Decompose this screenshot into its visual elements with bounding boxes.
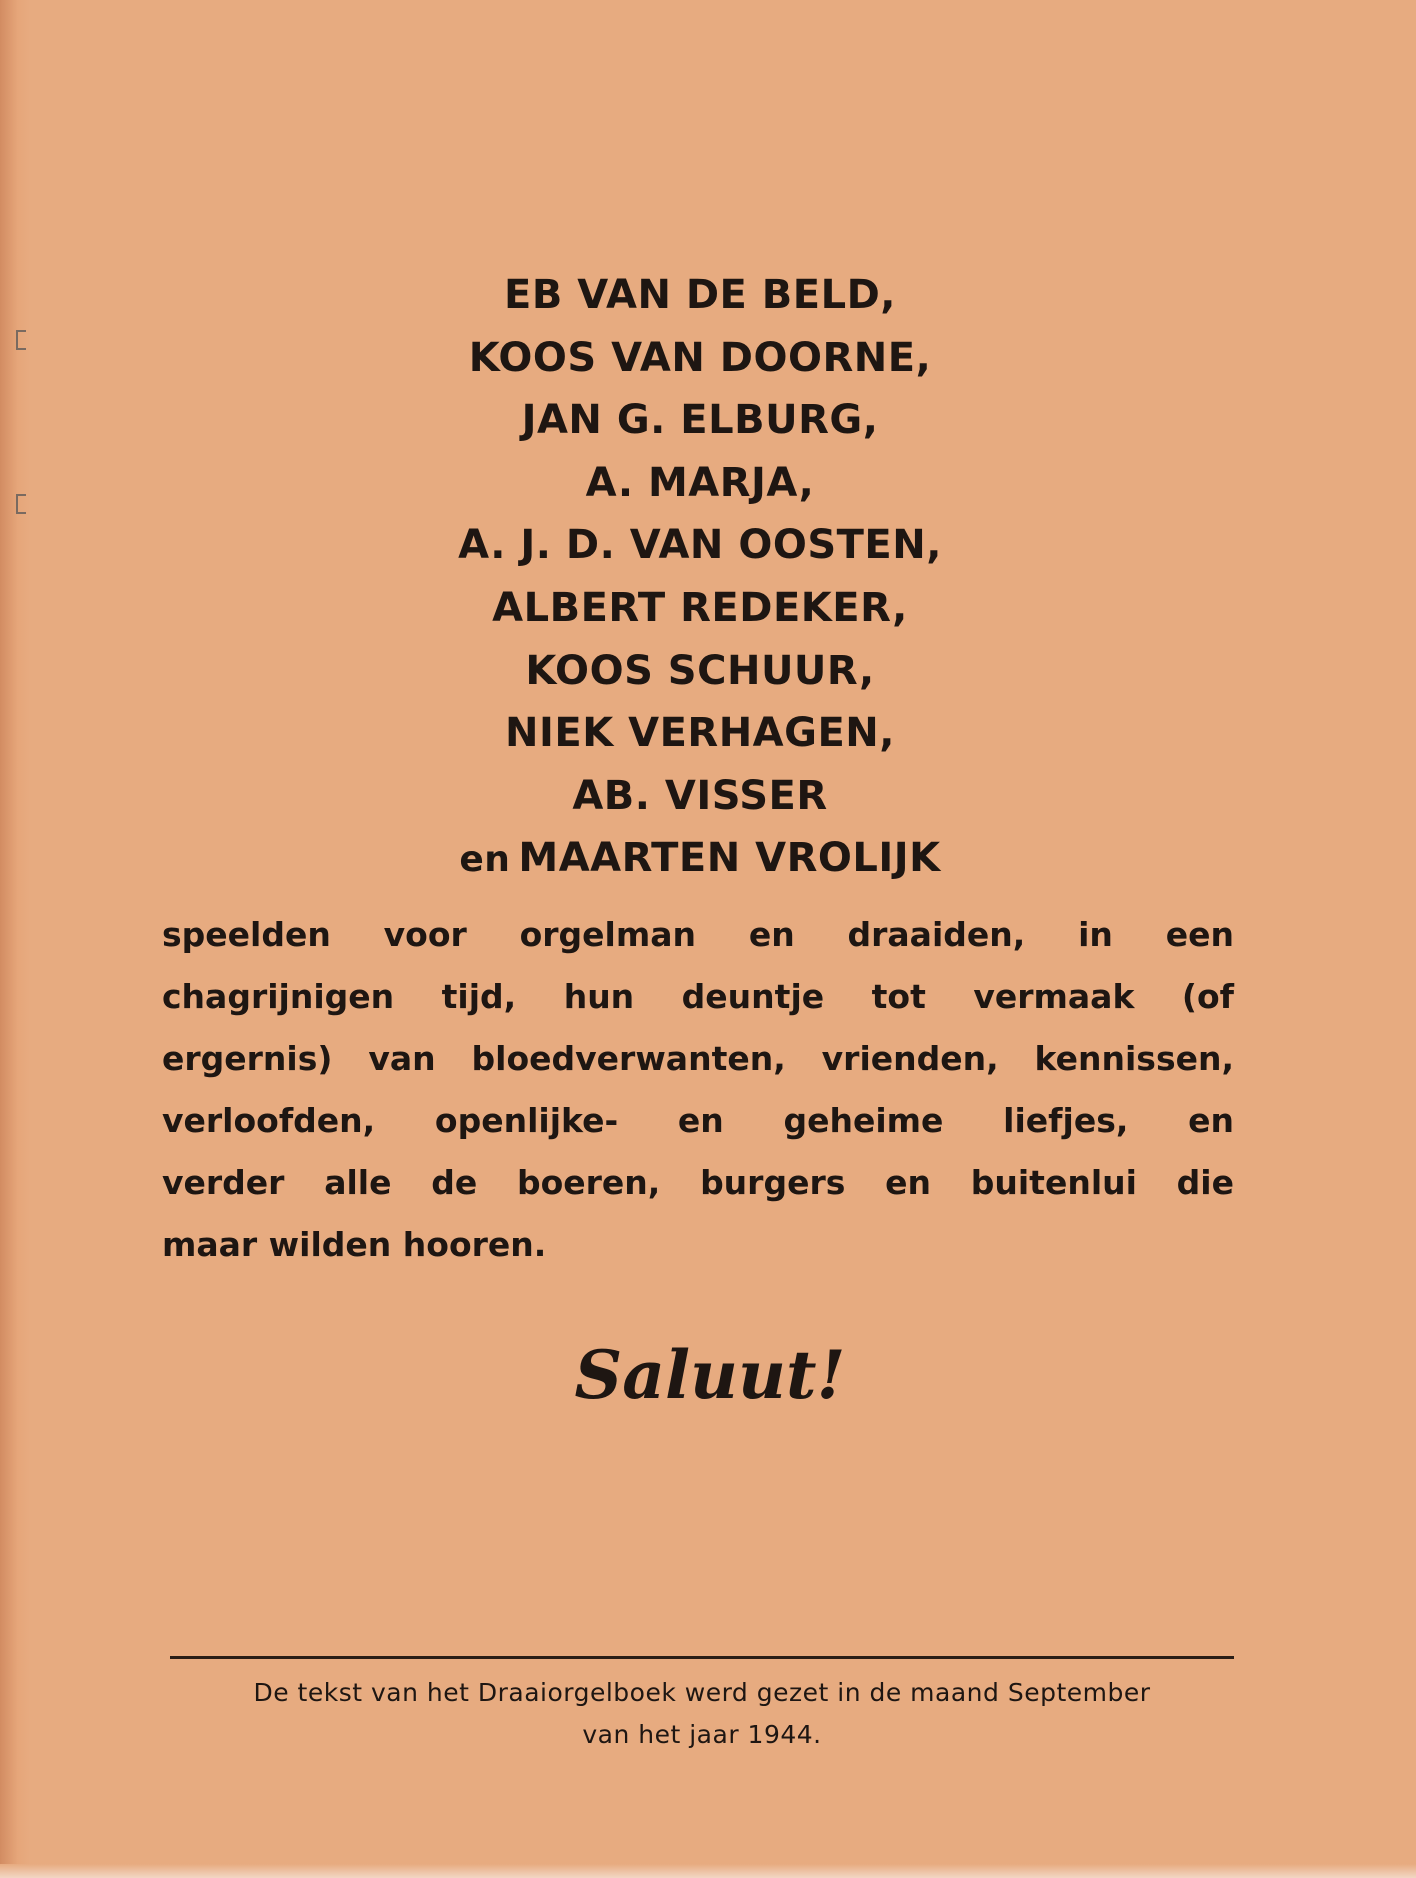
- paragraph-line: chagrijnigen tijd, hun deuntje tot vermaak (of: [162, 977, 1234, 1016]
- paragraph-line: verloofden, openlijke- en geheime liefjes, en: [162, 1101, 1234, 1140]
- colophon-line: De tekst van het Draaiorgelboek werd gezet in de maand September: [253, 1678, 1151, 1707]
- author-name: ALBERT REDEKER,: [492, 584, 908, 631]
- author-name-last: [300, 827, 1100, 892]
- paragraph-line: speelden voor orgelman en draaiden, in een: [162, 915, 1234, 954]
- author-name: MAARTEN VROLIJK: [518, 835, 941, 882]
- page-bottom-edge: [0, 1864, 1416, 1878]
- author-name: EB VAN DE BELD,: [504, 272, 896, 318]
- paragraph-line: ergernis) van bloedverwanten, vrienden, kennissen,: [162, 1039, 1234, 1078]
- author-name: NIEK VERHAGEN,: [505, 710, 895, 757]
- staple-top: [16, 330, 26, 350]
- dedication-paragraph: [162, 904, 1234, 1276]
- author-names: [300, 264, 1100, 892]
- author-name: A. J. D. VAN OOSTEN,: [458, 522, 942, 569]
- conjunction-en: en: [459, 839, 511, 881]
- salute-signature: Saluut!: [574, 1336, 846, 1414]
- colophon-line: van het jaar 1944.: [582, 1720, 822, 1749]
- staple-bottom: [16, 494, 26, 514]
- author-name: KOOS VAN DOORNE,: [468, 334, 932, 381]
- author-name: JAN G. ELBURG,: [521, 397, 879, 444]
- author-name: A. MARJA,: [585, 459, 815, 506]
- colophon: [160, 1672, 1244, 1756]
- paragraph-line: verder alle de boeren, burgers en buitenlui die: [162, 1163, 1234, 1202]
- paragraph-line: maar wilden hooren.: [162, 1225, 547, 1264]
- binding-shadow: [0, 0, 30, 1878]
- author-name: AB. VISSER: [572, 772, 828, 819]
- author-name: KOOS SCHUUR,: [525, 647, 875, 694]
- divider-rule: [170, 1656, 1234, 1659]
